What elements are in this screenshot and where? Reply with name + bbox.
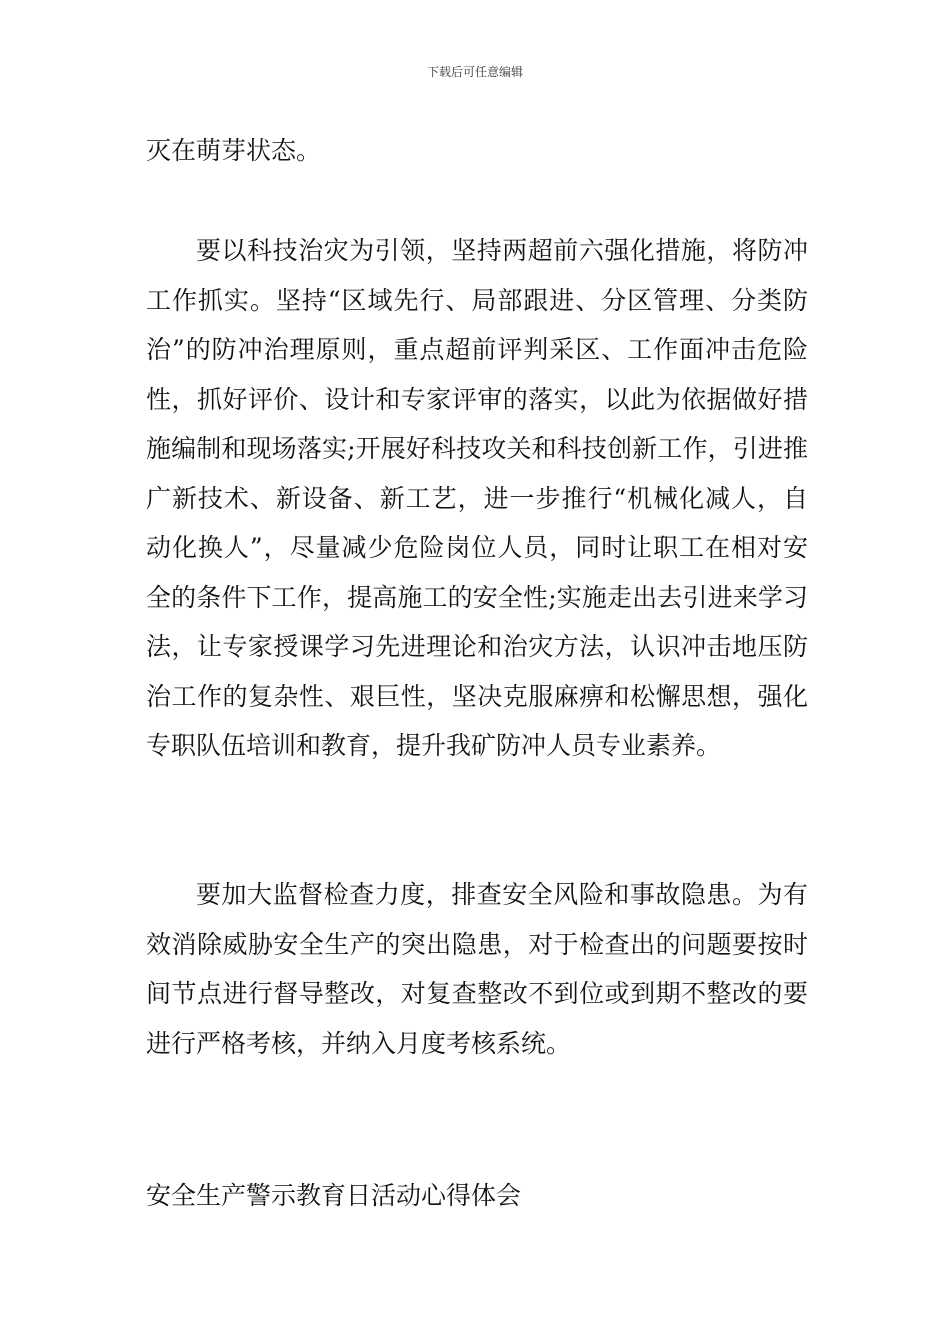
page-header-note: 下载后可任意编辑 (426, 65, 523, 79)
paragraph-continuation: 灭在萌芽状态。 (146, 136, 322, 165)
paragraph-tech-disaster-control: 要以科技治灾为引领，坚持两超前六强化措施，将防冲工作抓实。坚持“区域先行、局部跟进、分区管理、分类防治”的防冲治理原则，重点超前评判采区、工作面冲击危险性，抓好评价、设计和专家评审的落实，以此为依据做好措施编制和现场落实;开展好科技攻关和科技创新工作，引进推广新技术、新设备、新工艺，进一步推行“机械化减人，自动化换人”，尽量减少危险岗位人员，同时让职工在相对安全的条件下工作，提高施工的安全性;实施走出去引进来学习法，让专家授课学习先进理论和治灾方法，认识冲击地压防治工作的复杂性、艰巨性，坚决克服麻痹和松懈思想，强化专职队伍培训和教育，提升我矿防冲人员专业素养。 (146, 236, 808, 760)
paragraph-supervision-inspection: 要加大监督检查力度，排查安全风险和事故隐患。为有效消除威胁安全生产的突出隐患，对于检查出的问题要按时间节点进行督导整改，对复查整改不到位或到期不整改的要进行严格考核，并纳入月度考核系统。 (146, 880, 808, 1058)
section-title: 安全生产警示教育日活动心得体会 (146, 1181, 522, 1210)
